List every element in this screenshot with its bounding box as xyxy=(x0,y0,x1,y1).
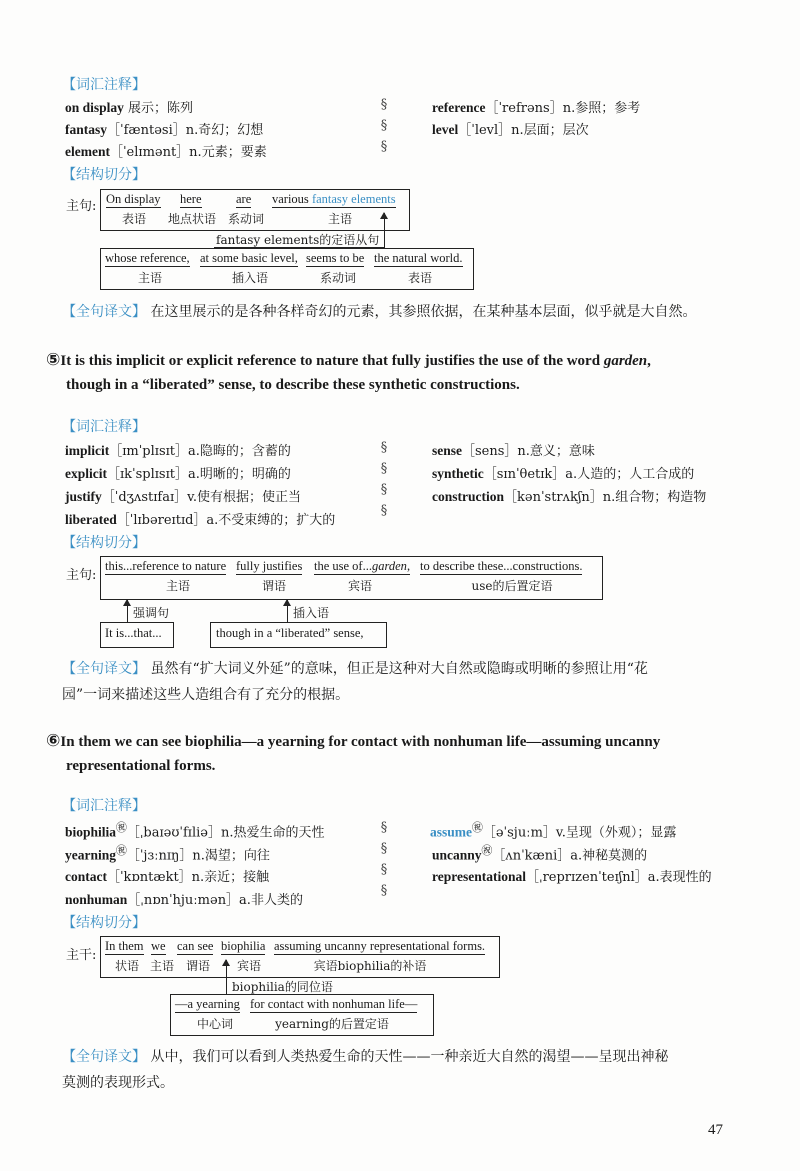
exam-mark-icon: ㊗ xyxy=(116,821,127,834)
segment: this...reference to nature xyxy=(105,559,227,573)
sentence-5-line1: ⑤It is this implicit or explicit reference to nature that fully justifies the use of the word garden, xyxy=(46,350,651,370)
arrow-up xyxy=(127,600,128,622)
segment-label: 状语 xyxy=(114,959,139,973)
segment: here xyxy=(180,192,202,206)
vocab-entry: sense［sens］n.意义；意味 xyxy=(432,443,595,459)
structure-tag-1: 【结构切分】 xyxy=(62,167,146,183)
vocab-entry: on display 展示；陈列 xyxy=(65,100,194,116)
vocab-entry: representational［ˌreprɪzenˈteɪʃnl］a.表现性的 xyxy=(432,869,712,885)
clause-label: 主干: xyxy=(66,948,97,963)
segment-label: 宾语 xyxy=(236,959,261,973)
wavy-divider: § § § xyxy=(380,97,388,154)
segment: can see xyxy=(177,939,214,953)
segment: are xyxy=(236,192,252,206)
segment-label: 主语 xyxy=(165,579,190,593)
segment: the natural world. xyxy=(374,251,463,265)
segment-label: 宾语biophilia的补语 xyxy=(313,959,427,973)
sentence-6-line2: representational forms. xyxy=(66,758,216,774)
wavy-divider: § § § § xyxy=(380,820,388,898)
relative-clause-label: fantasy elements的定语从句 xyxy=(216,233,380,247)
exam-mark-icon: ㊗ xyxy=(116,844,127,857)
segment-label: yearning的后置定语 xyxy=(275,1017,389,1031)
segment: biophilia xyxy=(221,939,266,953)
wavy-divider: § § § § xyxy=(380,440,388,518)
translation-1: 【全句译文】 在这里展示的是各种各样奇幻的元素，其参照依据，在某种基本层面，似乎就是大自然。 xyxy=(62,304,697,320)
vocab-entry: biophilia㊗［ˌbaɪəʊˈfɪliə］n.热爱生命的天性 xyxy=(65,821,325,841)
segment-label: 地点状语 xyxy=(167,212,216,226)
segment-label: 谓语 xyxy=(185,959,210,973)
segment: whose reference, xyxy=(105,251,190,265)
cleft-pattern: It is...that... xyxy=(105,626,162,640)
vocab-entry: liberated［ˈlɪbəreɪtɪd］a.不受束缚的；扩大的 xyxy=(65,512,336,528)
translation-5-line2: 园”一词来描述这些人造组合有了充分的根据。 xyxy=(62,687,350,703)
vocab-entry: fantasy［ˈfæntəsi］n.奇幻；幻想 xyxy=(65,122,264,138)
clause-label: 主句: xyxy=(66,199,97,214)
sentence-6-line1: ⑥In them we can see biophilia—a yearning for contact with nonhuman life—assuming uncanny xyxy=(46,731,661,751)
vocab-entry: implicit［ɪmˈplɪsɪt］a.隐晦的；含蓄的 xyxy=(65,443,291,459)
structure-tag-5: 【结构切分】 xyxy=(62,535,146,551)
exam-mark-icon: ㊗ xyxy=(481,844,493,857)
emphasis-label: 强调句 xyxy=(133,606,170,620)
vocab-notes-tag-1: 【词汇注释】 xyxy=(62,77,146,93)
segment-label: 中心词 xyxy=(196,1017,233,1031)
vocab-notes-tag-5: 【词汇注释】 xyxy=(62,419,146,435)
vocab-entry: nonhuman［ˌnɒnˈhjuːmən］a.非人类的 xyxy=(65,892,303,908)
segment: assuming uncanny representational forms. xyxy=(274,939,486,953)
segment: On display xyxy=(106,192,161,206)
segment-label: 系动词 xyxy=(319,271,356,285)
vocab-entry: construction［kənˈstrʌkʃn］n.组合物；构造物 xyxy=(432,489,707,505)
clause-label: 主句: xyxy=(66,568,97,583)
segment: —a yearning xyxy=(175,997,240,1011)
segment-label: 主语 xyxy=(327,212,352,226)
segment: the use of...garden, xyxy=(314,559,411,573)
structure-tag-6: 【结构切分】 xyxy=(62,915,146,931)
segment-label: 谓语 xyxy=(261,579,286,593)
segment: for contact with nonhuman life— xyxy=(250,997,418,1011)
vocab-entry: explicit［ɪkˈsplɪsɪt］a.明晰的；明确的 xyxy=(65,466,291,482)
exam-mark-icon: ㊗ xyxy=(472,821,483,834)
vocab-entry: element［ˈelɪmənt］n.元素；要素 xyxy=(65,144,267,160)
vocab-entry: uncanny㊗［ʌnˈkæni］a.神秘莫测的 xyxy=(432,844,648,864)
parenthesis-text: though in a “liberated” sense, xyxy=(216,626,364,640)
segment-label: 表语 xyxy=(121,212,146,226)
sentence-5-line2: though in a “liberated” sense, to describe these synthetic constructions. xyxy=(66,377,520,393)
segment: In them xyxy=(105,939,144,953)
vocab-entry: synthetic［sɪnˈθetɪk］a.人造的；人工合成的 xyxy=(432,466,695,482)
vocab-entry: contact［ˈkɒntækt］n.亲近；接触 xyxy=(65,869,270,885)
arrow-up xyxy=(226,960,227,994)
translation-6-line1: 【全句译文】 从中，我们可以看到人类热爱生命的天性——一种亲近大自然的渴望——呈现出神秘 xyxy=(62,1049,669,1065)
segment: we xyxy=(151,939,166,953)
segment-label: 主语 xyxy=(149,959,174,973)
segment-label: 宾语 xyxy=(347,579,372,593)
segment-label: 系动词 xyxy=(227,212,264,226)
segment: various fantasy elements xyxy=(272,192,396,206)
segment: fully justifies xyxy=(236,559,303,573)
segment: seems to be xyxy=(306,251,365,265)
segment: to describe these...constructions. xyxy=(420,559,583,573)
vocab-notes-tag-6: 【词汇注释】 xyxy=(62,798,146,814)
translation-5-line1: 【全句译文】 虽然有“扩大词义外延”的意味，但正是这种对大自然或隐晦或明晰的参照让用“花 xyxy=(62,661,648,677)
parenthesis-label: 插入语 xyxy=(293,606,330,620)
vocab-entry: level［ˈlevl］n.层面；层次 xyxy=(432,122,589,138)
vocab-entry: yearning㊗［ˈjɜːnɪŋ］n.渴望；向往 xyxy=(65,844,270,864)
segment: at some basic level, xyxy=(200,251,298,265)
segment-label: use的后置定语 xyxy=(471,579,553,593)
vocab-entry: reference［ˈrefrəns］n.参照；参考 xyxy=(432,100,641,116)
arrow-up xyxy=(287,600,288,622)
translation-6-line2: 莫测的表现形式。 xyxy=(62,1075,174,1091)
page-number: 47 xyxy=(708,1122,723,1138)
vocab-entry: assume㊗［əˈsjuːm］v.呈现（外观）；显露 xyxy=(430,821,677,841)
segment-label: 表语 xyxy=(407,271,432,285)
segment-label: 插入语 xyxy=(231,271,268,285)
vocab-entry: justify［ˈdʒʌstɪfaɪ］v.使有根据；使正当 xyxy=(65,489,302,505)
segment-label: 主语 xyxy=(137,271,162,285)
appositive-label: biophilia的同位语 xyxy=(232,980,333,994)
arrow-up xyxy=(384,213,385,247)
